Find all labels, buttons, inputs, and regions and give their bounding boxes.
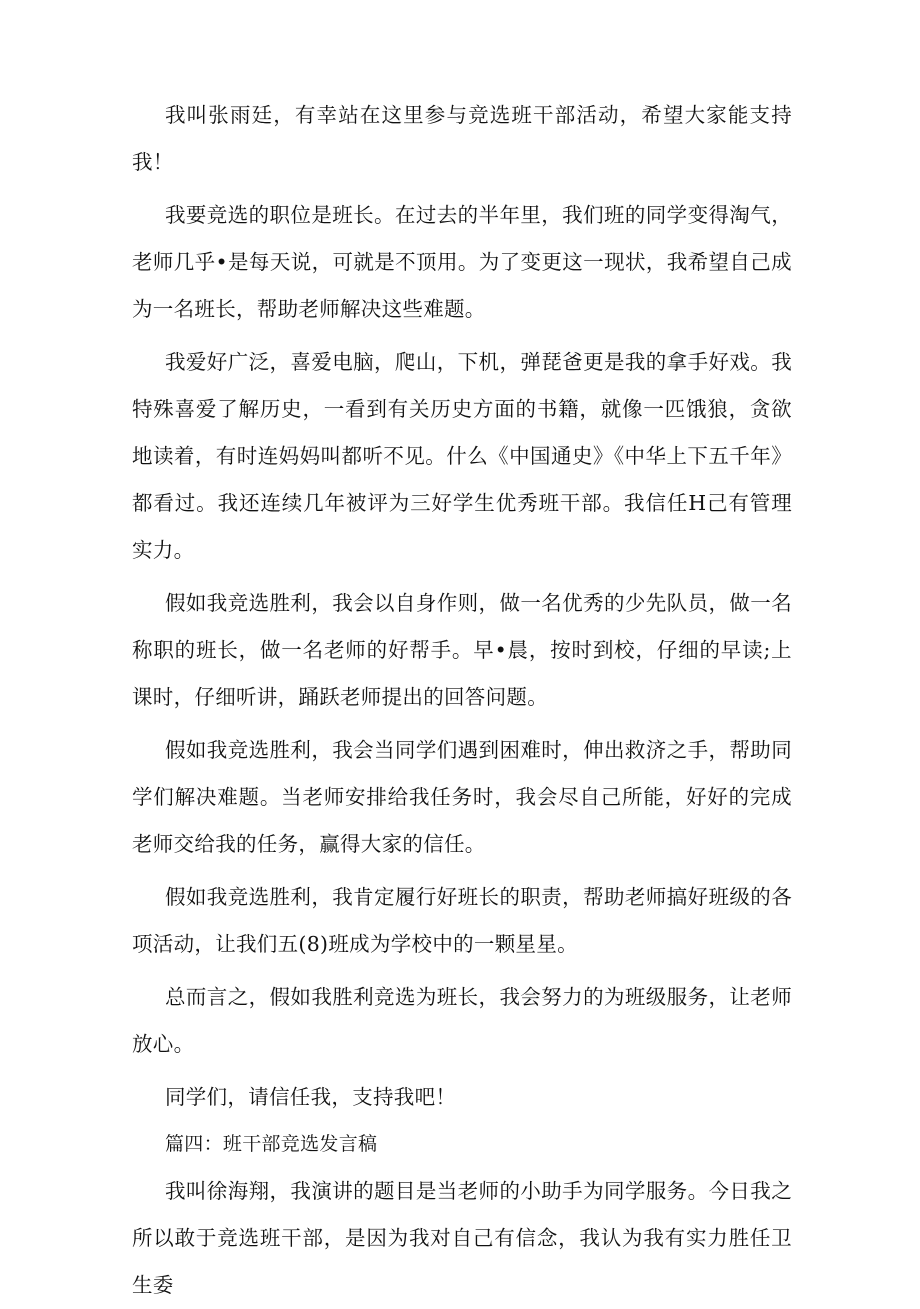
paragraph-intro: 我叫张雨廷，有幸站在这里参与竞选班干部活动，希望大家能支持我！ xyxy=(132,103,792,174)
paragraph-second-speech: 我叫徐海翔，我演讲的题目是当老师的小助手为同学服务。今日我之所以敢于竞选班干部，是因为我对自己有信念，我认为我有实力胜任卫生委 xyxy=(132,1179,792,1297)
paragraph-summary: 总而言之，假如我胜利竞选为班长，我会努力的为班级服务，让老师放心。 xyxy=(132,985,792,1056)
paragraph-promise-help: 假如我竞选胜利，我会当同学们遇到困难时，伸出救济之手，帮助同学们解决难题。当老师安排给我任务时，我会尽自己所能，好好的完成老师交给我的任务，赢得大家的信任。 xyxy=(132,738,792,856)
paragraph-promise-role-model: 假如我竞选胜利，我会以自身作则，做一名优秀的少先队员，做一名称职的班长，做一名老师的好帮手。早•晨，按时到校，仔细的早读;上课时，仔细听讲，踊跃老师提出的回答问题。 xyxy=(132,591,792,709)
section-heading: 篇四：班干部竞选发言稿 xyxy=(165,1133,378,1155)
paragraph-closing: 同学们，请信任我，支持我吧！ xyxy=(165,1085,457,1109)
paragraph-hobbies: 我爱好广泛，喜爱电脑，爬山，下机，弹琵爸更是我的拿手好戏。我特殊喜爱了解历史，一看到有关历史方面的书籍，就像一匹饿狼，贪欲地读着，有时连妈妈叫都听不见。什么《中国通史》《中华上下五千年》都看过。我还连续几年被评为三好学生优秀班干部。我信任H己有管理实力。 xyxy=(132,350,792,562)
document-body xyxy=(132,92,792,1309)
paragraph-position: 我要竞选的职位是班长。在过去的半年里，我们班的同学变得淘气，老师几乎•是每天说，可就是不顶用。为了变更这一现状，我希望自己成为一名班长，帮助老师解决这些难题。 xyxy=(132,203,792,321)
paragraph-promise-duty: 假如我竞选胜利，我肯定履行好班长的职责，帮助老师搞好班级的各项活动，让我们五(8)班成为学校中的一颗星星。 xyxy=(132,885,792,956)
